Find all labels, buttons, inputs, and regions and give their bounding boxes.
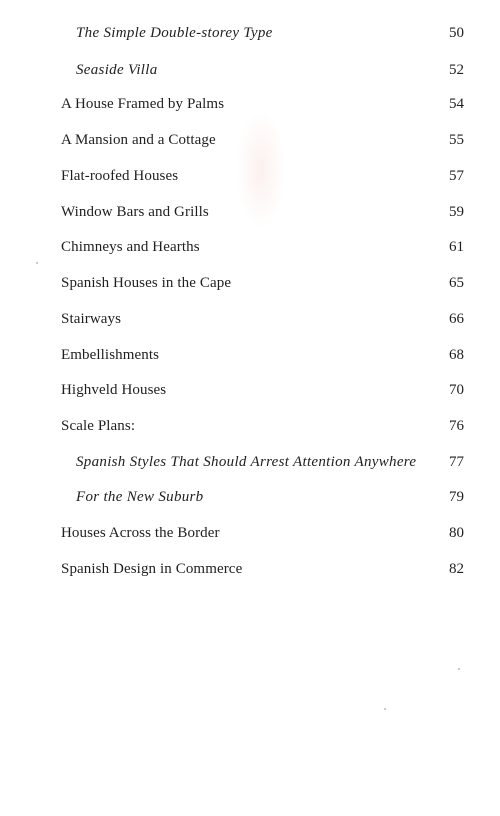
toc-entry-page: 50 — [449, 25, 464, 41]
toc-entry-page: 57 — [449, 168, 464, 184]
toc-entry-title: Spanish Design in Commerce — [61, 561, 243, 577]
toc-entry-page: 65 — [449, 275, 464, 291]
paper-speck — [384, 708, 386, 710]
toc-entry-title: Window Bars and Grills — [61, 204, 209, 220]
toc-entry-page: 77 — [449, 454, 464, 470]
toc-entry-page: 80 — [449, 525, 464, 541]
toc-entry-title: A Mansion and a Cottage — [61, 132, 216, 148]
toc-entry — [0, 58, 500, 82]
toc-entry-page: 79 — [449, 489, 464, 505]
toc-entry-title: Stairways — [61, 311, 122, 327]
toc-entry-page: 76 — [449, 418, 464, 434]
toc-entry — [0, 343, 500, 367]
toc-entry — [0, 485, 500, 509]
toc-entry-title: For the New Suburb — [76, 489, 204, 505]
toc-entry — [0, 21, 500, 45]
toc-entry — [0, 235, 500, 259]
toc-entry-page: 52 — [449, 62, 464, 78]
toc-entry — [0, 307, 500, 331]
toc-entry-page: 70 — [449, 382, 464, 398]
toc-entry — [0, 200, 500, 224]
toc-entry-page: 82 — [449, 561, 464, 577]
toc-entry-page: 61 — [449, 239, 464, 255]
toc-entry — [0, 557, 500, 581]
toc-entry-title: A House Framed by Palms — [61, 96, 225, 112]
toc-entry — [0, 128, 500, 152]
toc-entry-title: Seaside Villa — [76, 62, 158, 78]
toc-entry-page: 54 — [449, 96, 464, 112]
toc-entry-title: Highveld Houses — [61, 382, 167, 398]
toc-entry-page: 68 — [449, 347, 464, 363]
toc-entry-title: Embellishments — [61, 347, 160, 363]
toc-entry-title: Spanish Styles That Should Arrest Attention Anywhere — [76, 454, 417, 470]
toc-entry-title: Flat-roofed Houses — [61, 168, 179, 184]
toc-entry — [0, 450, 500, 474]
toc-entry-title: Houses Across the Border — [61, 525, 220, 541]
toc-entry-title: Spanish Houses in the Cape — [61, 275, 232, 291]
toc-entry-title: Chimneys and Hearths — [61, 239, 200, 255]
toc-entry — [0, 378, 500, 402]
toc-entry — [0, 521, 500, 545]
toc-entry — [0, 414, 500, 438]
paper-speck — [458, 668, 460, 670]
toc-entry-page: 59 — [449, 204, 464, 220]
toc-entry-title: The Simple Double-storey Type — [76, 25, 273, 41]
toc-entry — [0, 271, 500, 295]
toc-entry — [0, 92, 500, 116]
toc-entry-page: 55 — [449, 132, 464, 148]
toc-entry-title: Scale Plans: — [61, 418, 136, 434]
toc-entry — [0, 164, 500, 188]
toc-entry-page: 66 — [449, 311, 464, 327]
